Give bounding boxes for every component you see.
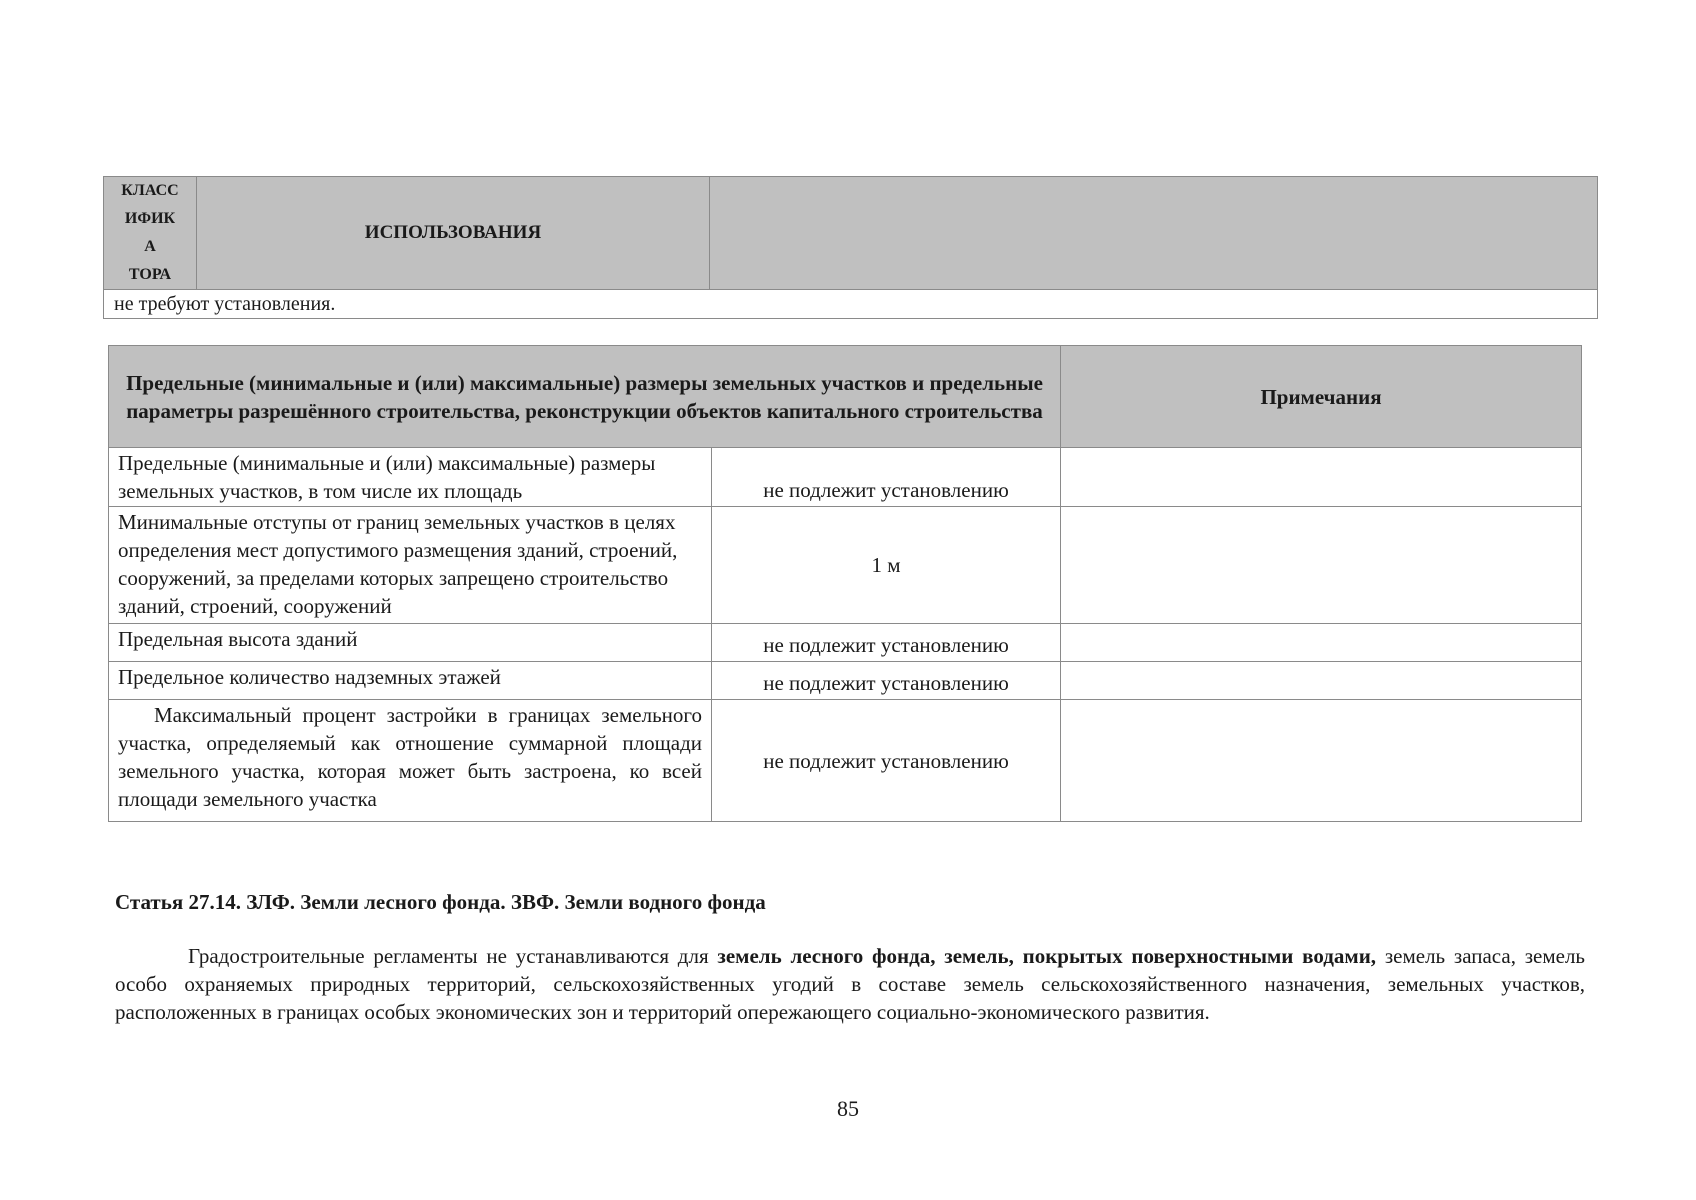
param-note-cell — [1061, 507, 1582, 624]
article-heading: Статья 27.14. ЗЛФ. Земли лесного фонда. ЗВФ. Земли водного фонда — [115, 890, 766, 914]
notes-header-cell: Примечания — [1061, 346, 1582, 448]
table-row — [109, 624, 1582, 662]
param-name-cell: Максимальный процент застройки в границах земельного участка, определяемый как отношение суммарной площади земельного участка, которая может быть застроена, ко всей площади земельного участка — [109, 700, 712, 822]
param-note-cell — [1061, 700, 1582, 822]
empty-header-cell — [710, 177, 1598, 290]
param-name-cell: Предельная высота зданий — [109, 624, 712, 662]
classifier-header-line: А — [144, 238, 156, 255]
param-name-cell: Предельные (минимальные и (или) максимальные) размеры земельных участков, в том числе их площадь — [109, 448, 712, 507]
table-row — [109, 507, 1582, 624]
table-row — [109, 448, 1582, 507]
not-required-note: не требуют установления. — [104, 290, 1598, 319]
param-value-cell: 1 м — [712, 507, 1061, 624]
paragraph-text-bold: земель лесного фонда, земель, покрытых поверхностными водами, — [717, 944, 1377, 968]
classifier-header-line: КЛАСС — [121, 182, 179, 199]
parameters-table — [108, 345, 1582, 822]
table-row — [109, 662, 1582, 700]
classifier-header-cell — [104, 177, 197, 290]
paragraph-text-start: Градостроительные регламенты не устанавливаются для — [188, 944, 718, 968]
table-row — [109, 700, 1582, 822]
classifier-header-line: ТОРА — [128, 266, 172, 283]
page-number: 85 — [837, 1096, 859, 1121]
param-value-cell: не подлежит установлению — [712, 448, 1061, 507]
param-value-cell: не подлежит установлению — [712, 624, 1061, 662]
param-name-cell: Предельное количество надземных этажей — [109, 662, 712, 700]
param-note-cell — [1061, 448, 1582, 507]
param-note-cell — [1061, 662, 1582, 700]
param-value-cell: не подлежит установлению — [712, 700, 1061, 822]
param-name-cell: Минимальные отступы от границ земельных участков в целях определения мест допустимого размещения зданий, строений, сооружений, за пределами которых запрещено строительство зданий, строений, сооружений — [109, 507, 712, 624]
paragraph-text-end: земель запаса, земель особо охраняемых природных территорий, сельскохозяйственных угодий в составе земель сельскохозяйственного назначения, земельных участков, расположенных в границах особых экономических зон и территорий опережающего социально-экономического развития. — [115, 944, 1585, 1024]
parameters-header-cell: Предельные (минимальные и (или) максимальные) размеры земельных участков и предельные параметры разрешённого строительства, реконструкции объектов капитального строительства — [109, 346, 1061, 448]
zone-table-fragment — [103, 176, 1598, 319]
param-note-cell — [1061, 624, 1582, 662]
usage-header-cell: ИСПОЛЬЗОВАНИЯ — [197, 177, 710, 290]
param-value-cell: не подлежит установлению — [712, 662, 1061, 700]
article-paragraph — [115, 942, 1585, 1026]
classifier-header-line: ИФИК — [124, 210, 176, 227]
